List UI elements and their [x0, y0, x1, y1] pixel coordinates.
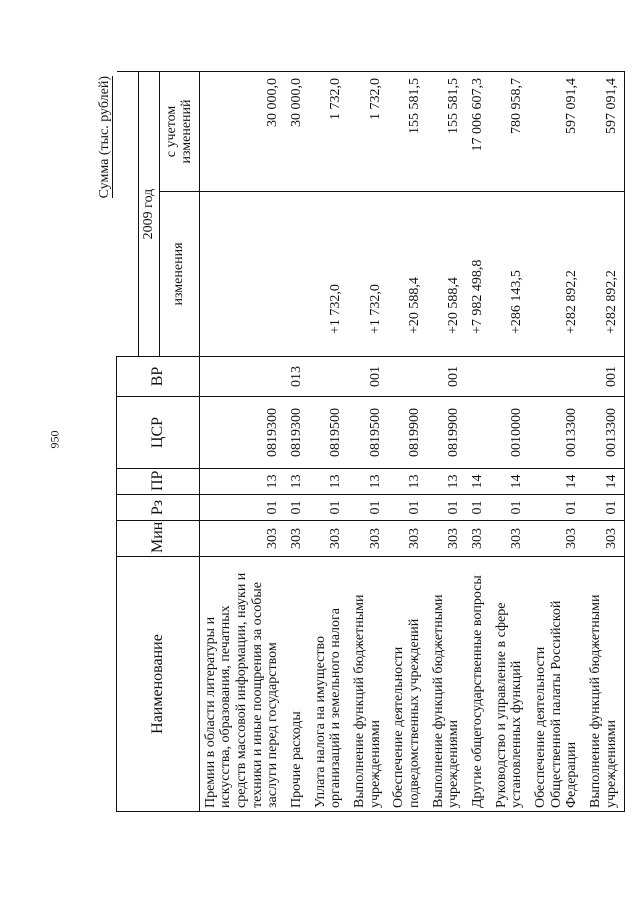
row-csr: 0819300 [199, 397, 286, 469]
row-csr [467, 397, 491, 469]
row-min: 303 [199, 521, 286, 557]
row-pr: 13 [199, 469, 286, 495]
table-row [388, 72, 427, 812]
row-min: 303 [310, 521, 349, 557]
row-vr [388, 357, 427, 397]
table-row [310, 72, 349, 812]
row-rz: 01 [310, 495, 349, 521]
row-name: Обеспечение деятельности Общественной палаты Российской Федерации [530, 557, 585, 812]
header-vr: ВР [117, 357, 200, 397]
row-vr: 001 [349, 357, 388, 397]
row-name: Уплата налога на имущество организаций и земельного налога [310, 557, 349, 812]
header-csr: ЦСР [117, 397, 200, 469]
row-rz: 01 [428, 495, 467, 521]
row-change [199, 192, 286, 357]
units-caption [94, 72, 116, 812]
header-pr: ПР [117, 469, 200, 495]
row-total: 155 581,5 [428, 72, 467, 192]
row-total: 597 091,4 [530, 72, 585, 192]
row-csr: 0819900 [388, 397, 427, 469]
row-min: 303 [349, 521, 388, 557]
table-row [467, 72, 491, 812]
row-min: 303 [491, 521, 530, 557]
row-csr: 0819500 [349, 397, 388, 469]
row-change: +20 588,4 [428, 192, 467, 357]
row-rz: 01 [199, 495, 286, 521]
row-name: Выполнение функций бюджетными учреждениями [428, 557, 467, 812]
row-change: +282 892,2 [585, 192, 625, 357]
row-change: +282 892,2 [530, 192, 585, 357]
table-row [286, 72, 310, 812]
row-vr [199, 357, 286, 397]
table-row [491, 72, 530, 812]
row-pr: 14 [585, 469, 625, 495]
row-name: Прочие расходы [286, 557, 310, 812]
header-rz: Рз [117, 495, 200, 521]
row-min: 303 [467, 521, 491, 557]
row-csr: 0013300 [585, 397, 625, 469]
header-min: Мин [117, 521, 200, 557]
header-with-changes: с учетом изменений [159, 72, 199, 192]
row-rz: 01 [286, 495, 310, 521]
row-min: 303 [585, 521, 625, 557]
row-name: Обеспечение деятельности подведомственных учреждений [388, 557, 427, 812]
row-name: Руководство и управление в сфере установленных функций [491, 557, 530, 812]
row-name: Премии в области литературы и искусства, образования, печатных средств массовой информации, науки и техники и иные поощрения за особые заслуги перед государством [199, 557, 286, 812]
row-rz: 01 [349, 495, 388, 521]
row-pr: 13 [310, 469, 349, 495]
row-total: 30 000,0 [286, 72, 310, 192]
table-row [428, 72, 467, 812]
row-vr [310, 357, 349, 397]
table-row [530, 72, 585, 812]
row-min: 303 [388, 521, 427, 557]
row-rz: 01 [585, 495, 625, 521]
page-number: 950 [47, 430, 62, 449]
units-label: Сумма (тыс. рублей) [97, 76, 112, 199]
row-pr: 14 [467, 469, 491, 495]
row-rz: 01 [388, 495, 427, 521]
budget-table [116, 71, 625, 812]
row-rz: 01 [530, 495, 585, 521]
row-min: 303 [530, 521, 585, 557]
row-change [286, 192, 310, 357]
header-year: 2009 год [139, 72, 160, 357]
row-vr [467, 357, 491, 397]
table-row [585, 72, 625, 812]
row-total: 597 091,4 [585, 72, 625, 192]
row-total: 1 732,0 [310, 72, 349, 192]
row-csr: 0819500 [310, 397, 349, 469]
row-vr: 013 [286, 357, 310, 397]
row-name: Выполнение функций бюджетными учреждениями [585, 557, 625, 812]
row-change: +7 982 498,8 [467, 192, 491, 357]
row-pr: 14 [491, 469, 530, 495]
row-name: Другие общегосударственные вопросы [467, 557, 491, 812]
row-total: 1 732,0 [349, 72, 388, 192]
row-csr: 0819300 [286, 397, 310, 469]
table-body [199, 72, 625, 812]
row-csr: 0819900 [428, 397, 467, 469]
row-pr: 13 [286, 469, 310, 495]
row-pr: 13 [428, 469, 467, 495]
header-name: Наименование [117, 557, 200, 812]
budget-table-region [94, 72, 619, 812]
header-sum-spacer [117, 72, 139, 357]
header-changes: изменения [159, 192, 199, 357]
row-min: 303 [286, 521, 310, 557]
row-rz: 01 [467, 495, 491, 521]
row-rz: 01 [491, 495, 530, 521]
row-change: +20 588,4 [388, 192, 427, 357]
row-name: Выполнение функций бюджетными учреждениями [349, 557, 388, 812]
row-pr: 13 [388, 469, 427, 495]
row-total: 780 958,7 [491, 72, 530, 192]
row-vr: 001 [428, 357, 467, 397]
row-vr [530, 357, 585, 397]
row-min: 303 [428, 521, 467, 557]
row-pr: 14 [530, 469, 585, 495]
row-vr: 001 [585, 357, 625, 397]
row-change: +286 143,5 [491, 192, 530, 357]
row-total: 17 006 607,3 [467, 72, 491, 192]
row-total: 30 000,0 [199, 72, 286, 192]
row-total: 155 581,5 [388, 72, 427, 192]
row-change: +1 732,0 [349, 192, 388, 357]
table-row [349, 72, 388, 812]
row-csr: 0010000 [491, 397, 530, 469]
row-csr: 0013300 [530, 397, 585, 469]
row-pr: 13 [349, 469, 388, 495]
table-row [199, 72, 286, 812]
row-change: +1 732,0 [310, 192, 349, 357]
row-vr [491, 357, 530, 397]
